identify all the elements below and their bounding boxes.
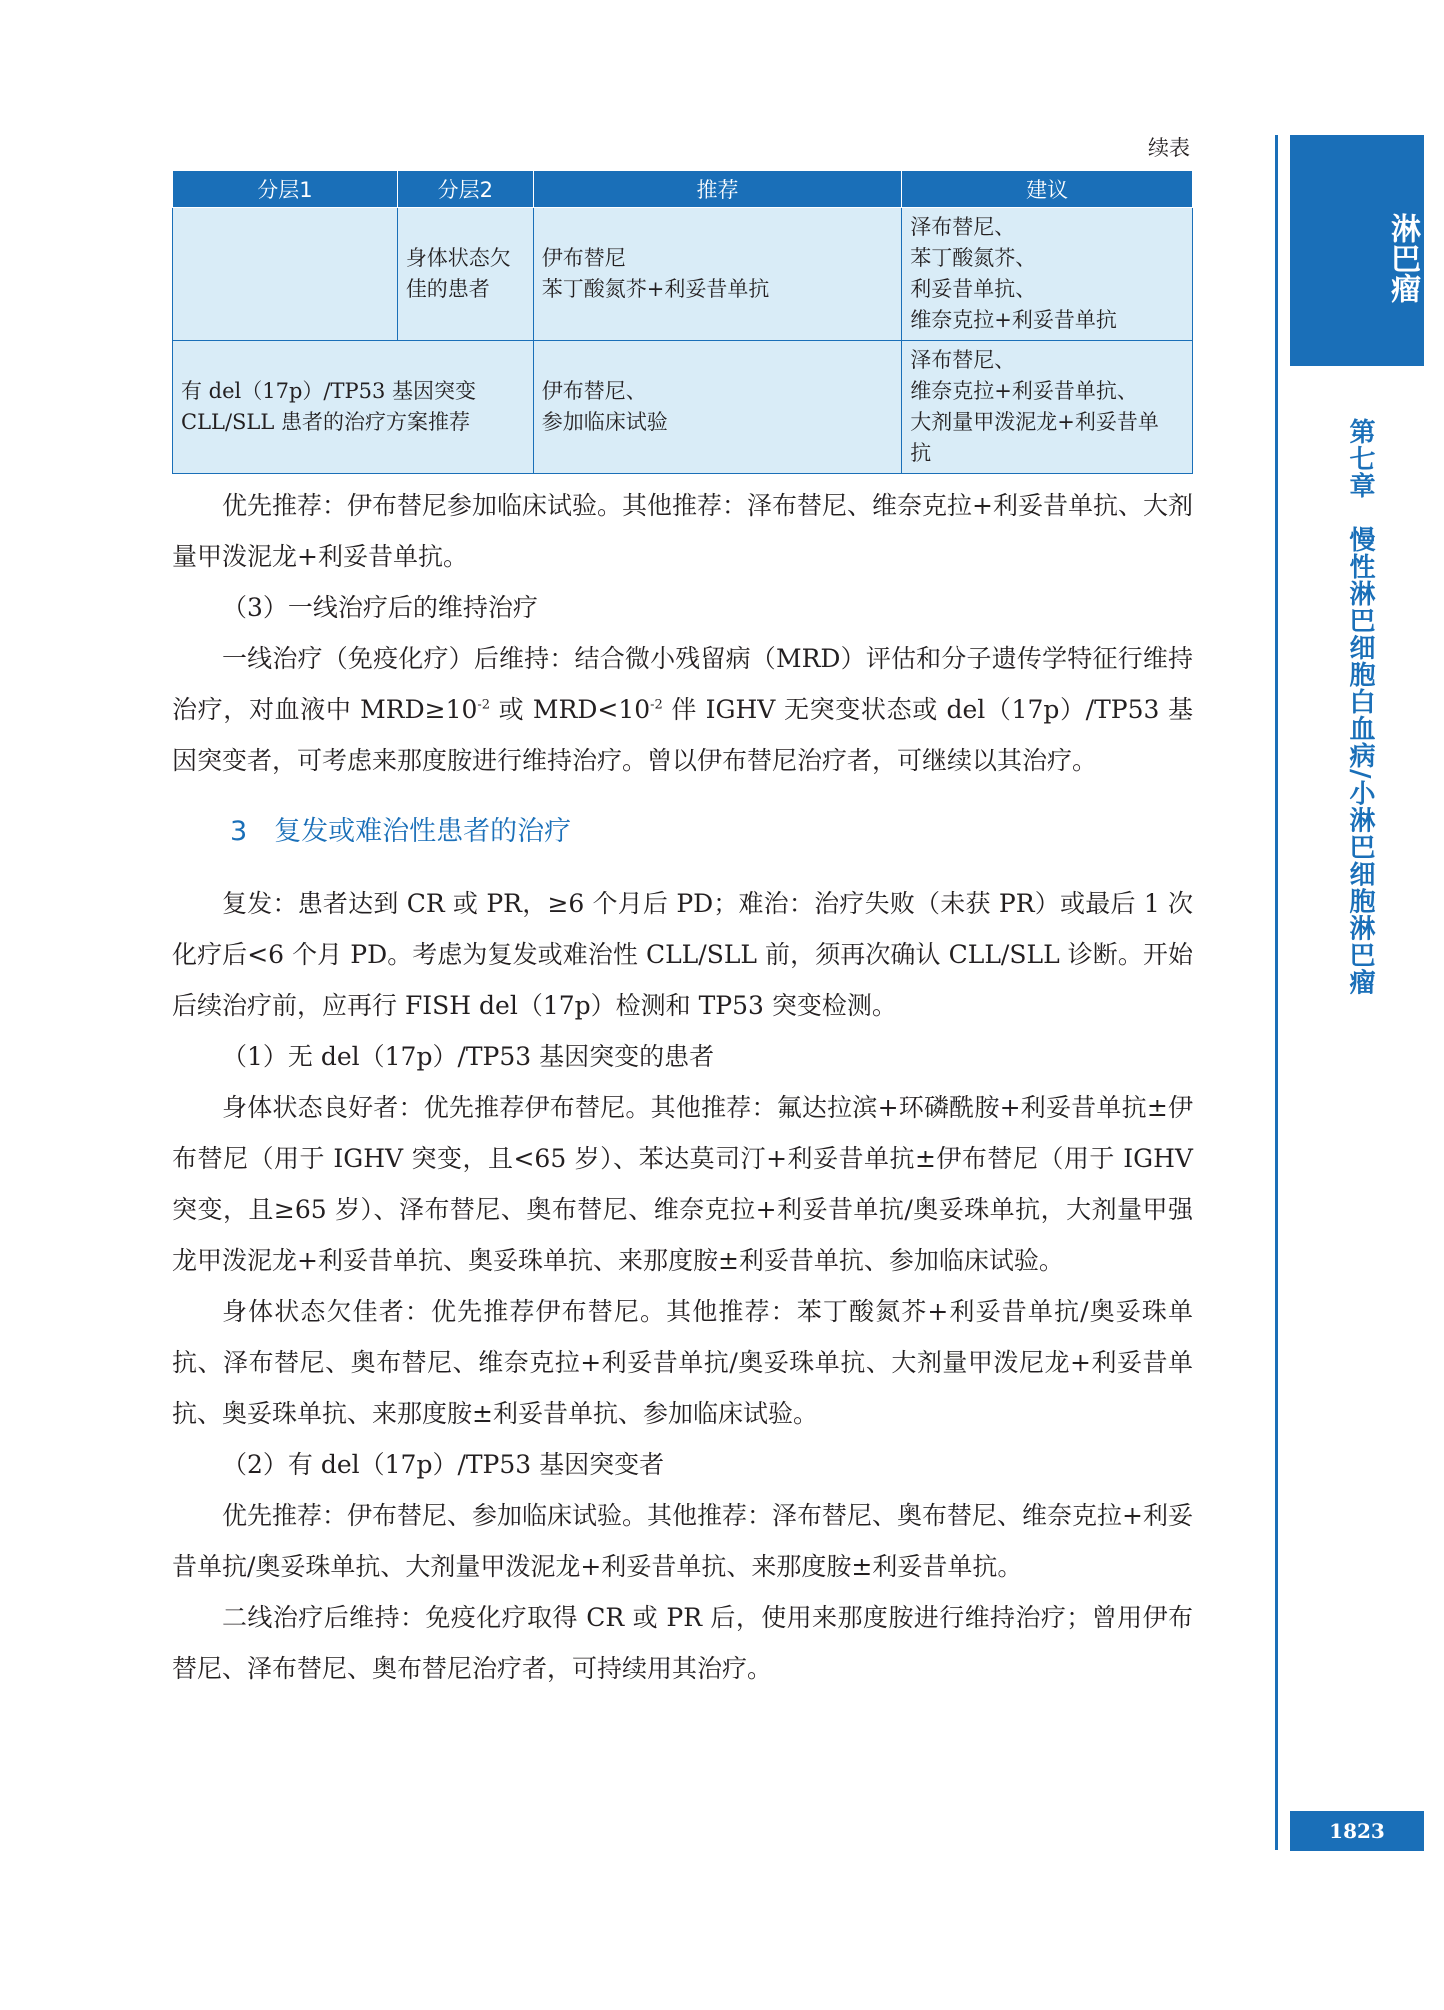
side-divider-line xyxy=(1275,135,1278,1850)
paragraph-text: 一线治疗（免疫化疗）后维持：结合微小残留病（MRD）评估和分子遗传学特征行维持治疗，对血液中 MRD≥10 xyxy=(172,644,1193,724)
cell-text-line: 身体状态欠 xyxy=(405,246,511,270)
superscript: -2 xyxy=(477,697,491,713)
paragraph: 身体状态欠佳者：优先推荐伊布替尼。其他推荐：苯丁酸氮芥+利妥昔单抗/奥妥珠单抗、泽布替尼、奥布替尼、维奈克拉+利妥昔单抗/奥妥珠单抗、大剂量甲泼尼龙+利妥昔单抗、奥妥珠单抗、来那度胺±利妥昔单抗、参加临床试验。 xyxy=(172,1297,1193,1428)
table-row xyxy=(173,208,1193,341)
page-number: 1823 xyxy=(1290,1811,1424,1851)
continued-table-label: 续表 xyxy=(1148,136,1190,160)
superscript: -2 xyxy=(650,697,663,713)
cell-text-line: 利妥昔单抗、 xyxy=(910,277,1037,301)
subheading: （1）无 del（17p）/TP53 基因突变的患者 xyxy=(222,1042,715,1071)
cell-text-line: 伊布替尼、 xyxy=(541,379,647,403)
cell-text-line: 维奈克拉+利妥昔单抗 xyxy=(910,308,1117,332)
subheading: （3）一线治疗后的维持治疗 xyxy=(222,593,538,622)
table-header-cell: 建议 xyxy=(902,171,1193,208)
cell-text-line: 苯丁酸氮芥+利妥昔单抗 xyxy=(541,277,770,301)
table-header-cell: 分层2 xyxy=(397,171,533,208)
cell-text-line: CLL/SLL 患者的治疗方案推荐 xyxy=(181,410,470,434)
table-cell xyxy=(397,208,533,341)
table-row xyxy=(173,341,1193,474)
table-cell xyxy=(533,341,902,474)
table-cell xyxy=(902,208,1193,341)
subheading: （2）有 del（17p）/TP53 基因突变者 xyxy=(222,1450,665,1479)
paragraph: 二线治疗后维持：免疫化疗取得 CR 或 PR 后，使用来那度胺进行维持治疗；曾用伊布替尼、泽布替尼、奥布替尼治疗者，可持续用其治疗。 xyxy=(172,1603,1193,1683)
section-tab-title: 淋巴瘤 xyxy=(1385,213,1420,303)
chapter-title-vertical: 第七章 慢性淋巴细胞白血病/小淋巴细胞淋巴瘤 xyxy=(1345,418,1375,996)
table-cell xyxy=(533,208,902,341)
table-cell xyxy=(173,341,534,474)
cell-text-line: 泽布替尼、 xyxy=(910,348,1016,372)
section-heading: 3 复发或难治性患者的治疗 xyxy=(230,816,572,847)
paragraph: 复发：患者达到 CR 或 PR，≥6 个月后 PD；难治：治疗失败（未获 PR）或最后 1 次化疗后<6 个月 PD。考虑为复发或难治性 CLL/SLL 前，须再次确认 CLL/SLL 诊断。开始后续治疗前，应再行 FISH del（17p）检测和 TP53 突变检测。 xyxy=(172,889,1193,1020)
paragraph xyxy=(172,633,1193,786)
cell-text-line: 参加临床试验 xyxy=(541,410,668,434)
cell-text-line: 泽布替尼、 xyxy=(910,215,1016,239)
paragraph: 优先推荐：伊布替尼参加临床试验。其他推荐：泽布替尼、维奈克拉+利妥昔单抗、大剂量甲泼泥龙+利妥昔单抗。 xyxy=(172,491,1193,571)
cell-text-line: 大剂量甲泼泥龙+利妥昔单 xyxy=(910,410,1159,434)
body-text xyxy=(172,480,1193,1694)
cell-text-line: 抗 xyxy=(910,441,932,465)
cell-text-line: 维奈克拉+利妥昔单抗、 xyxy=(910,379,1138,403)
paragraph: 优先推荐：伊布替尼、参加临床试验。其他推荐：泽布替尼、奥布替尼、维奈克拉+利妥昔单抗/奥妥珠单抗、大剂量甲泼泥龙+利妥昔单抗、来那度胺±利妥昔单抗。 xyxy=(172,1501,1193,1581)
table-header-cell: 推荐 xyxy=(533,171,902,208)
cell-text-line: 苯丁酸氮芥、 xyxy=(910,246,1037,270)
table-cell xyxy=(902,341,1193,474)
section-tab xyxy=(1290,135,1424,366)
cell-text-line: 佳的患者 xyxy=(405,277,490,301)
paragraph: 身体状态良好者：优先推荐伊布替尼。其他推荐：氟达拉滨+环磷酰胺+利妥昔单抗±伊布替尼（用于 IGHV 突变，且<65 岁）、苯达莫司汀+利妥昔单抗±伊布替尼（用于 IGHV 突变，且≥65 岁）、泽布替尼、奥布替尼、维奈克拉+利妥昔单抗/奥妥珠单抗，大剂量甲强龙甲泼泥龙+利妥昔单抗、奥妥珠单抗、来那度胺±利妥昔单抗、参加临床试验。 xyxy=(172,1093,1193,1275)
cell-text-line: 伊布替尼 xyxy=(541,246,626,270)
table-cell xyxy=(173,208,398,341)
paragraph-text: 或 MRD<10 xyxy=(490,695,651,724)
treatment-table xyxy=(172,170,1193,474)
cell-text-line: 有 del（17p）/TP53 基因突变 xyxy=(181,379,477,403)
paragraph-text: 伴 IGHV 无突变状态或 del（17p）/TP53 基因突变者，可考虑来那度胺进行维持治疗。曾以伊布替尼治疗者，可继续以其治疗。 xyxy=(172,695,1194,775)
table-header-cell: 分层1 xyxy=(173,171,398,208)
table-header-row xyxy=(173,171,1193,208)
